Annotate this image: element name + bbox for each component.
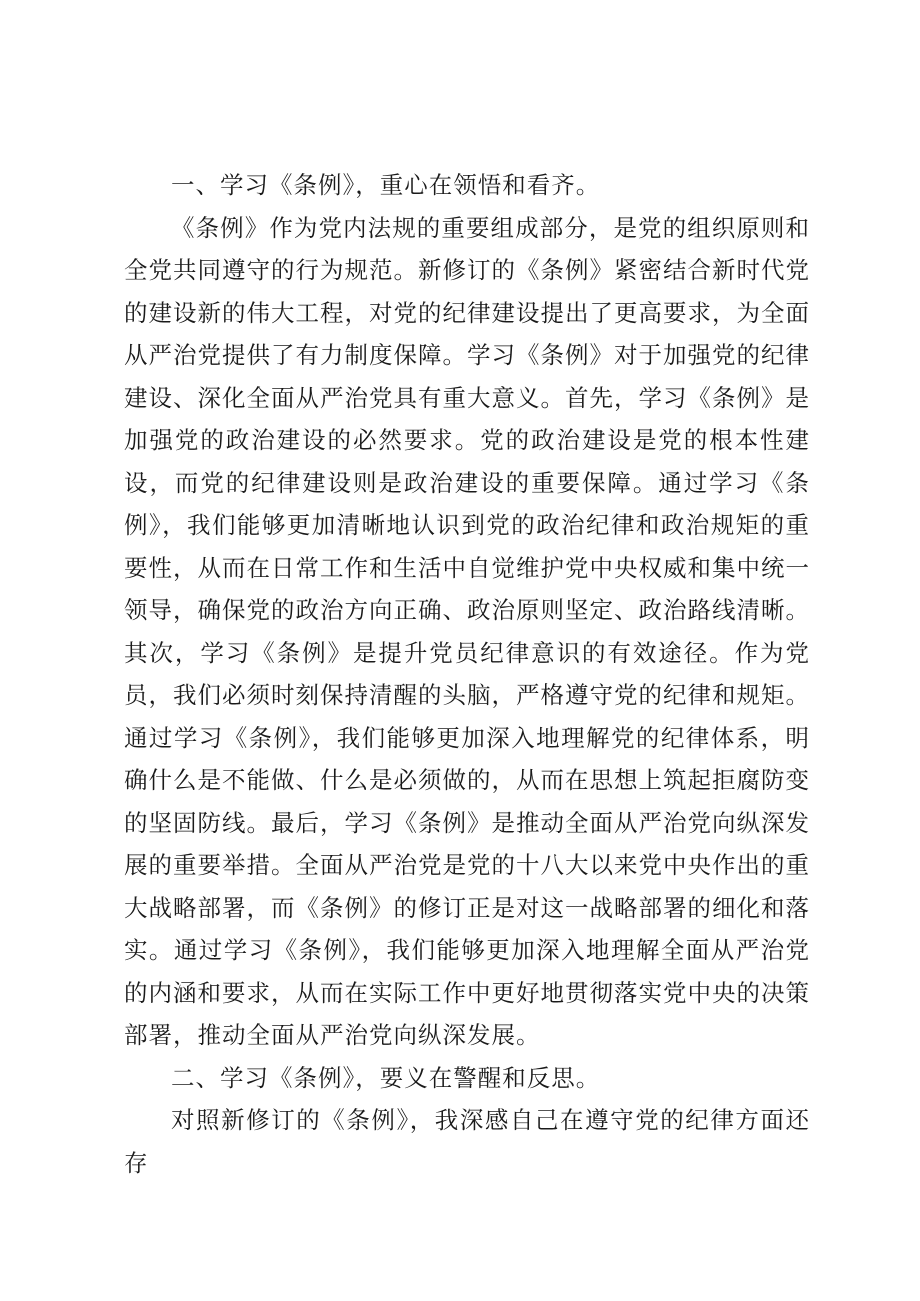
section-heading-1: 一、学习《条例》，重心在领悟和看齐。 [171,171,601,199]
body-paragraph-1: 《条例》作为党内法规的重要组成部分，是党的组织原则和全党共同遵守的行为规范。新修订的《条例》紧密结合新时代党的建设新的伟大工程，对党的纪律建设提出了更高要求，为全面从严治党提供了有力制度保障。学习《条例》对于加强党的纪律建设、深化全面从严治党具有重大意义。首先，学习《条例》是加强党的政治建设的必然要求。党的政治建设是党的根本性建设，而党的纪律建设则是政治建设的重要保障。通过学习《条例》，我们能够更加清晰地认识到党的政治纪律和政治规矩的重要性，从而在日常工作和生活中自觉维护党中央权威和集中统一领导，确保党的政治方向正确、政治原则坚定、政治路线清晰。其次，学习《条例》是提升党员纪律意识的有效途径。作为党员，我们必须时刻保持清醒的头脑，严格遵守党的纪律和规矩。通过学习《条例》，我们能够更加深入地理解党的纪律体系，明确什么是不能做、什么是必须做的，从而在思想上筑起拒腐防变的坚固防线。最后，学习《条例》是推动全面从严治党向纵深发展的重要举措。全面从严治党是党的十八大以来党中央作出的重大战略部署，而《条例》的修订正是对这一战略部署的细化和落实。通过学习《条例》，我们能够更加深入地理解全面从严治党的内涵和要求，从而在实际工作中更好地贯彻落实党中央的决策部署，推动全面从严治党向纵深发展。 [124,213,810,1049]
section-heading-2: 二、学习《条例》，要义在警醒和反思。 [171,1063,601,1092]
document-body [124,164,810,1184]
body-paragraph-2: 对照新修订的《条例》，我深感自己在遵守党的纪律方面还存 [124,1106,810,1177]
